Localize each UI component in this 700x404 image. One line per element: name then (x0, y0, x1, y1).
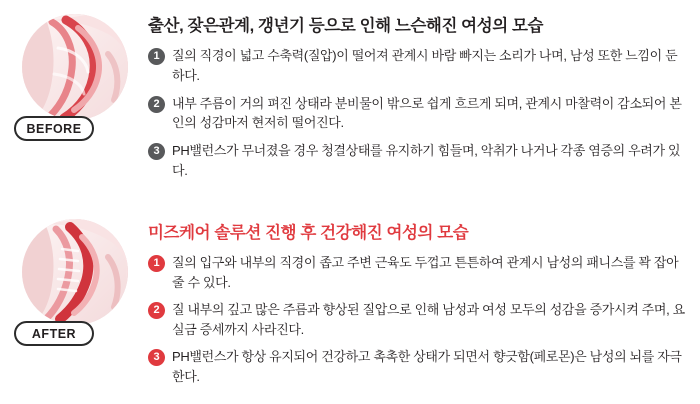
list-item (148, 46, 686, 86)
section-heading-after: 미즈케어 솔루션 진행 후 건강해진 여성의 모습 (148, 224, 469, 242)
illustration-wrapper-before (22, 14, 128, 120)
bullet-list-before (148, 46, 686, 181)
bullet-text: PH밸런스가 항상 유지되어 건강하고 촉촉한 상태가 되면서 향긋함(페로몬)은 남성의 뇌를 자극한다. (172, 349, 682, 384)
bullet-text: 내부 주름이 거의 펴진 상태라 분비물이 밖으로 쉽게 흐르게 되며, 관계시 마찰력이 감소되어 본인의 성감마저 현저히 떨어진다. (172, 95, 682, 131)
bullet-text: 질의 입구와 내부의 직경이 좁고 주변 근육도 두껍고 튼튼하여 관계시 남성의 패니스를 꽉 잡아줄 수 있다. (172, 255, 679, 290)
vaginal-anatomy-before-illustration (22, 14, 128, 120)
list-item (148, 94, 686, 134)
vaginal-anatomy-after-illustration (22, 219, 128, 325)
bullet-text: PH밸런스가 무너졌을 경우 청결상태를 유지하기 힘들며, 악취가 나거나 각종 염증의 우려가 있다. (172, 143, 681, 178)
illustration-wrapper-after (22, 219, 128, 325)
label-badge-before: BEFORE (14, 116, 94, 141)
text-column-after (148, 205, 700, 404)
text-column-before (148, 0, 700, 205)
bullet-number-badge: 2 (148, 302, 165, 319)
section-after (0, 205, 700, 404)
bullet-number-badge: 3 (148, 349, 165, 366)
bullet-list-after (148, 253, 686, 386)
label-badge-after: AFTER (14, 321, 94, 346)
visual-column-after (0, 205, 148, 404)
section-heading-before: 출산, 잦은관계, 갱년기 등으로 인해 느슨해진 여성의 모습 (148, 17, 544, 35)
bullet-number-badge: 1 (148, 255, 165, 272)
list-item (148, 253, 686, 292)
bullet-number-badge: 3 (148, 143, 165, 160)
bullet-number-badge: 1 (148, 48, 165, 65)
list-item (148, 300, 686, 339)
list-item (148, 141, 686, 181)
visual-column-before (0, 0, 148, 205)
list-item (148, 347, 686, 386)
bullet-text: 질의 직경이 넓고 수축력(질압)이 떨어져 관계시 바람 빠지는 소리가 나며, 남성 또한 느낌이 둔하다. (172, 48, 678, 83)
bullet-text: 질 내부의 깊고 많은 주름과 향상된 질압으로 인해 남성과 여성 모두의 성감을 증가시켜 주며, 요실금 증세까지 사라진다. (172, 302, 685, 337)
bullet-number-badge: 2 (148, 96, 165, 113)
